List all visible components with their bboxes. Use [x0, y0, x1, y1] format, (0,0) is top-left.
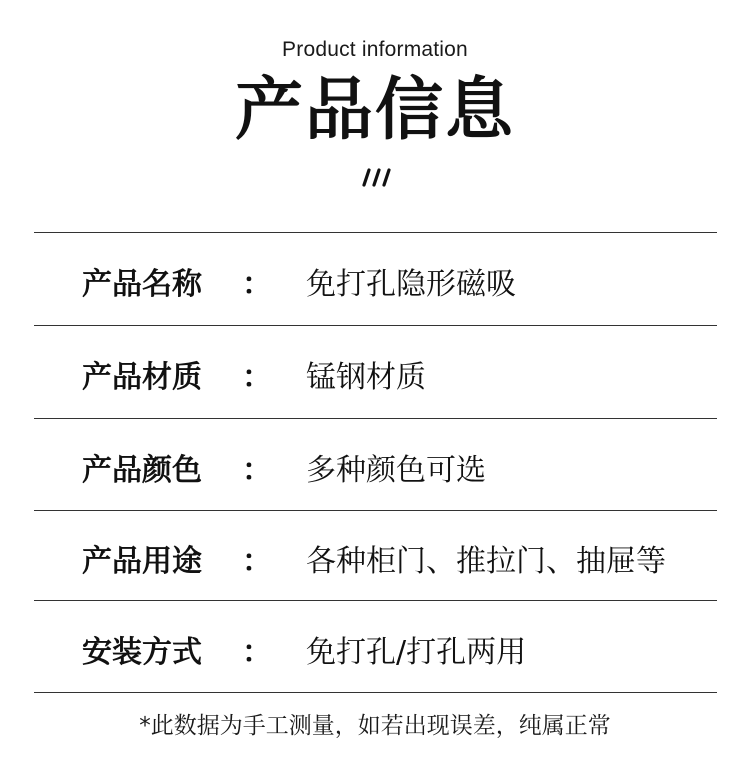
row-separator: ： — [242, 453, 272, 488]
table-row-color — [34, 419, 717, 511]
row-separator: ： — [242, 544, 272, 579]
row-label: 产品名称 — [82, 267, 202, 302]
row-label: 安装方式 — [82, 635, 202, 670]
row-value: 锰钢材质 — [306, 360, 426, 395]
subtitle: Product information — [282, 38, 468, 61]
row-separator: ： — [242, 635, 272, 670]
row-label: 产品用途 — [82, 544, 202, 579]
row-label: 产品颜色 — [82, 453, 202, 488]
triple-slash-icon — [356, 166, 396, 188]
table-row-material — [34, 326, 717, 419]
row-separator: ： — [242, 360, 272, 395]
row-separator: ： — [242, 267, 272, 302]
table-row-name — [34, 233, 717, 326]
page-title: 产品信息 — [234, 71, 515, 150]
row-value: 各种柜门、推拉门、抽屉等 — [306, 544, 666, 579]
row-value: 免打孔隐形磁吸 — [306, 267, 516, 302]
row-value: 免打孔/打孔两用 — [306, 635, 527, 670]
row-value: 多种颜色可选 — [306, 453, 486, 488]
table-row-installation — [34, 601, 717, 693]
row-label: 产品材质 — [82, 360, 202, 395]
product-info-table — [34, 232, 717, 693]
table-row-usage — [34, 511, 717, 601]
measurement-footnote: *此数据为手工测量，如若出现误差，纯属正常 — [139, 713, 611, 739]
